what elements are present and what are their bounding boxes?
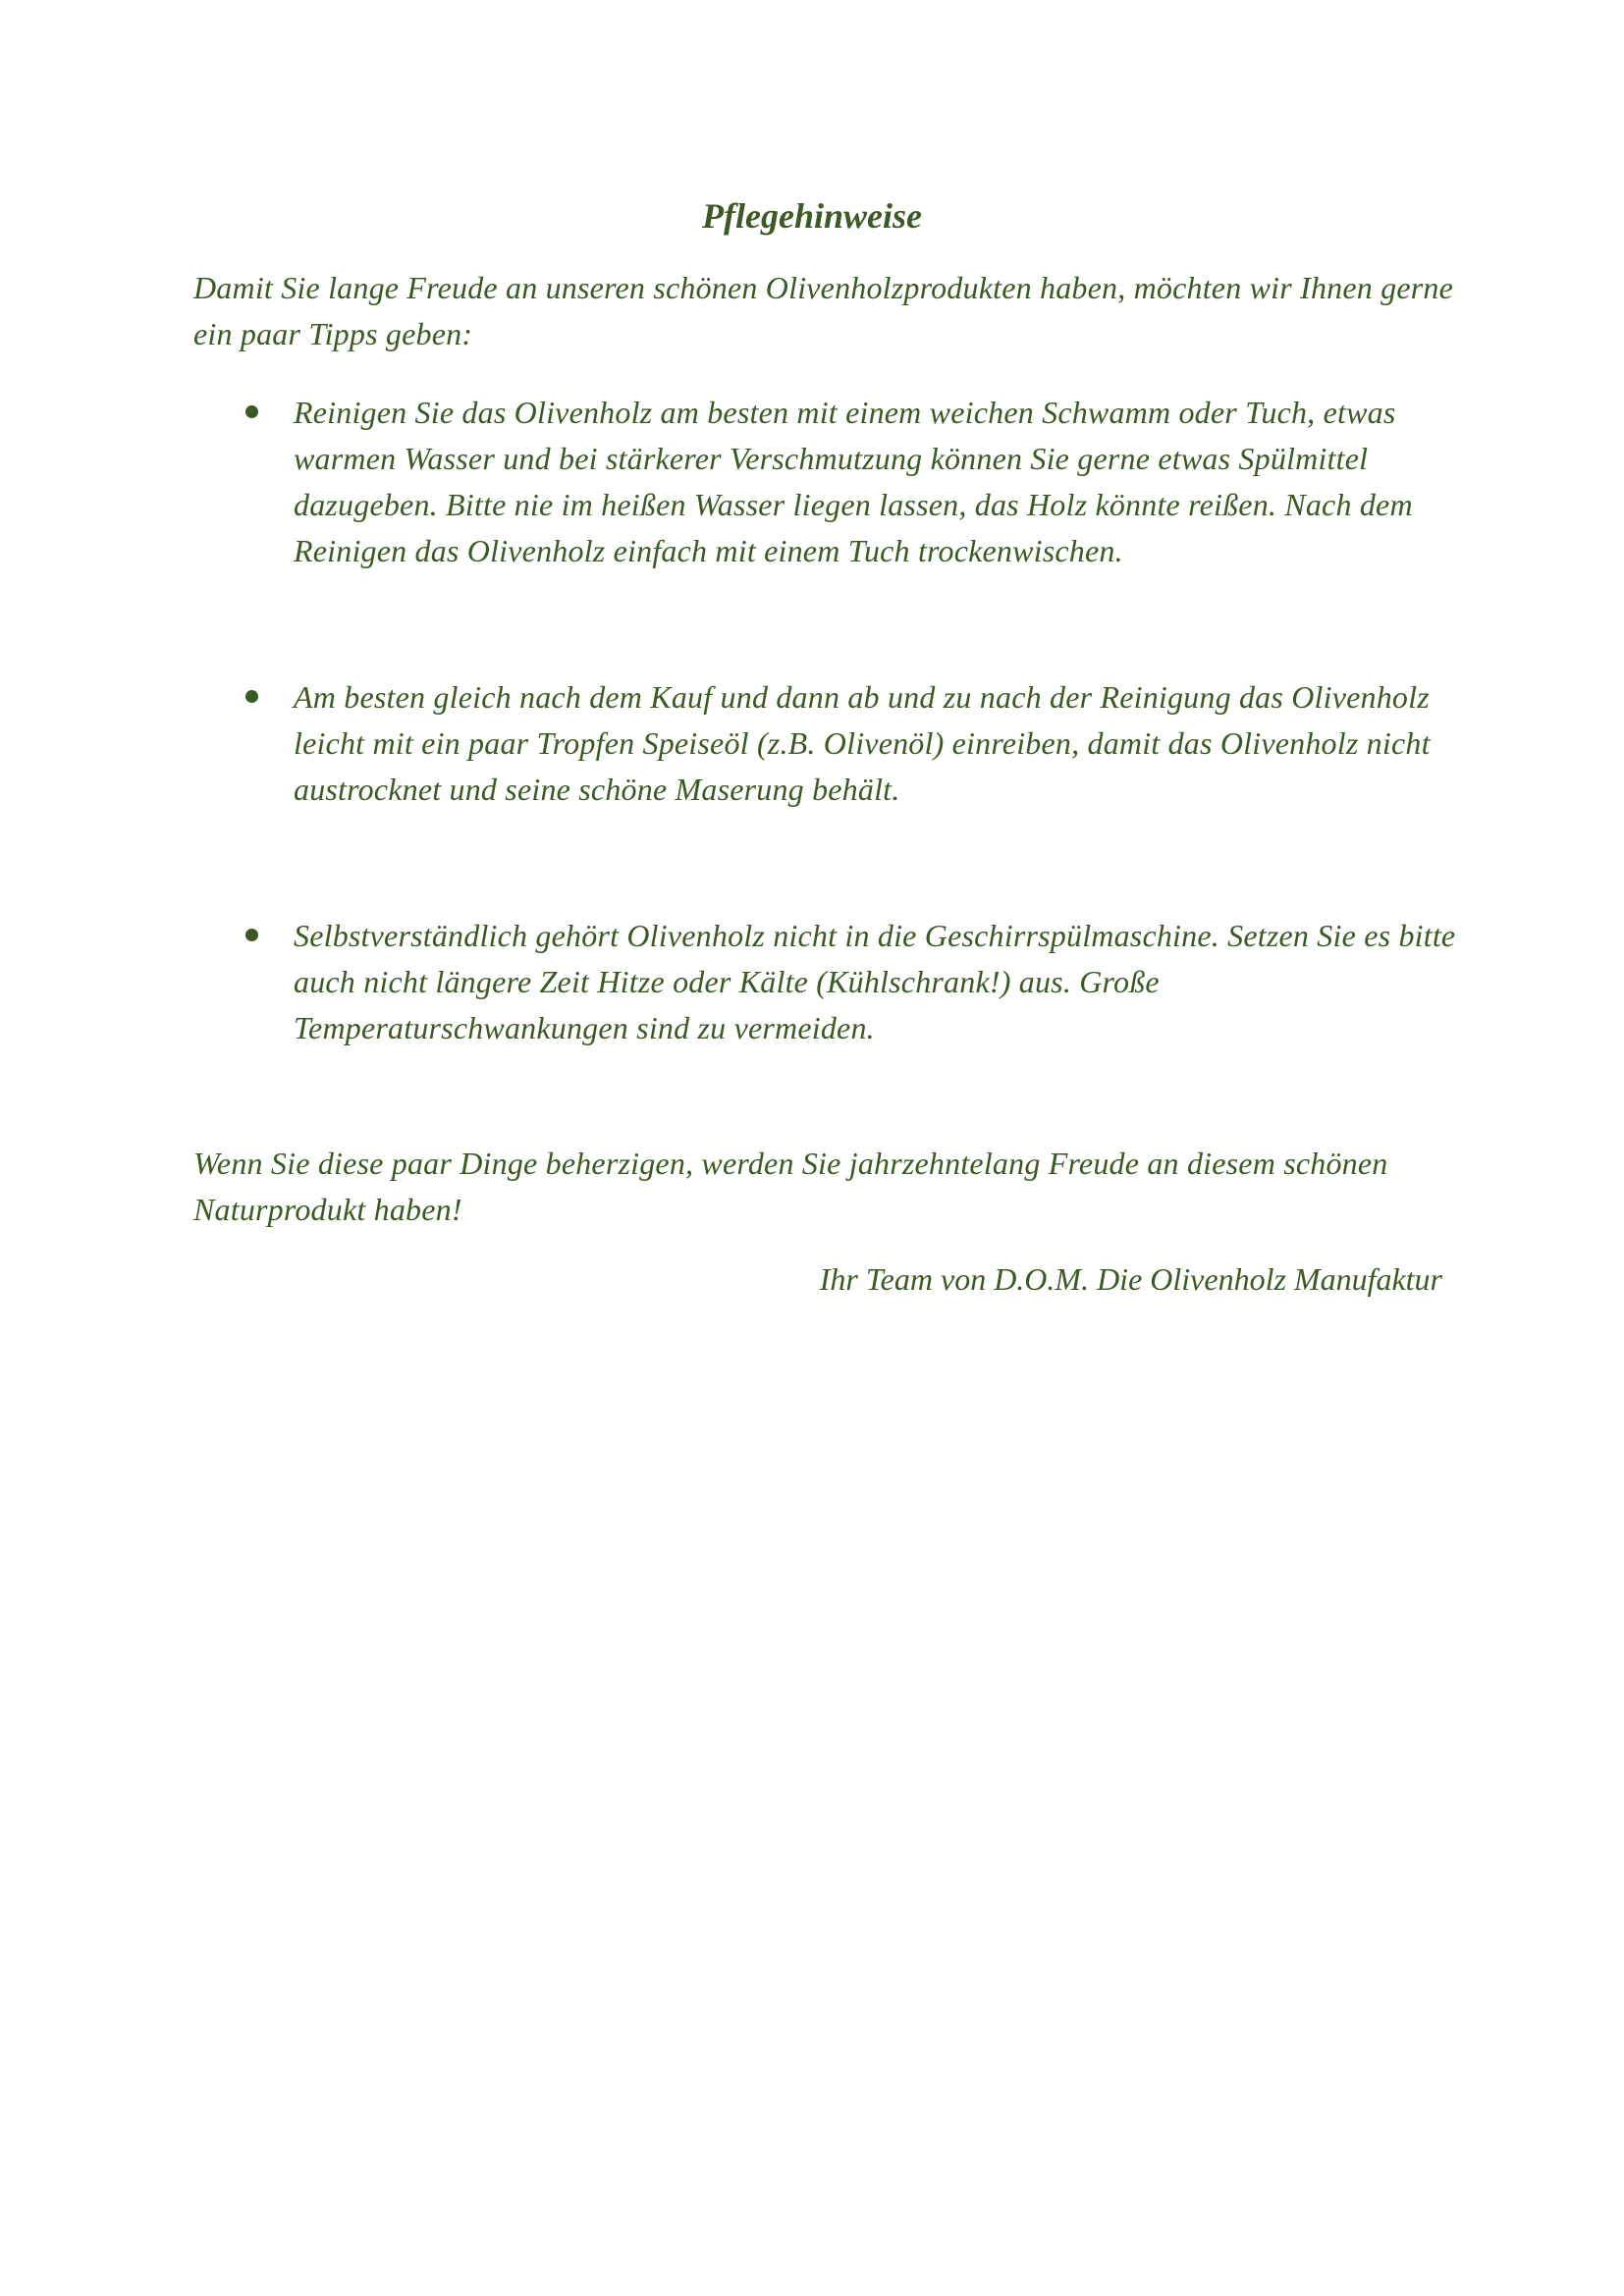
bullet-icon — [245, 929, 258, 941]
list-item-text: Am besten gleich nach dem Kauf und dann ab und zu nach der Reinigung das Olivenholz leicht mit ein paar Tropfen Speiseöl (z.B. Olivenöl) einreiben, damit das Olivenholz nicht austrocknet und seine schöne Maserung behält. — [294, 679, 1431, 807]
page-title: Pflegehinweise — [702, 196, 922, 236]
bullet-icon — [245, 405, 258, 418]
list-item-text: Reinigen Sie das Olivenholz am besten mit einem weichen Schwamm oder Tuch, etwas warmen Wasser und bei stärkerer Verschmutzung können Sie gerne etwas Spülmittel dazugeben. Bitte nie im heißen Wasser liegen lassen, das Holz könnte reißen. Nach dem Reinigen das Olivenholz einfach mit einem Tuch trockenwischen. — [294, 395, 1413, 568]
intro-paragraph: Damit Sie lange Freude an unseren schönen Olivenholzprodukten haben, möchten wir Ihnen gerne ein paar Tipps geben: — [193, 270, 1454, 351]
list-item-text: Selbstverständlich gehört Olivenholz nicht in die Geschirrspülmaschine. Setzen Sie es bitte auch nicht längere Zeit Hitze oder Kälte (Kühlschrank!) aus. Große Temperaturschwankungen sind zu vermeiden. — [294, 918, 1456, 1045]
closing-paragraph: Wenn Sie diese paar Dinge beherzigen, werden Sie jahrzehntelang Freude an diesem schönen Naturprodukt haben! — [193, 1146, 1388, 1227]
signature: Ihr Team von D.O.M. Die Olivenholz Manufaktur — [819, 1261, 1442, 1297]
bullet-icon — [245, 690, 258, 703]
